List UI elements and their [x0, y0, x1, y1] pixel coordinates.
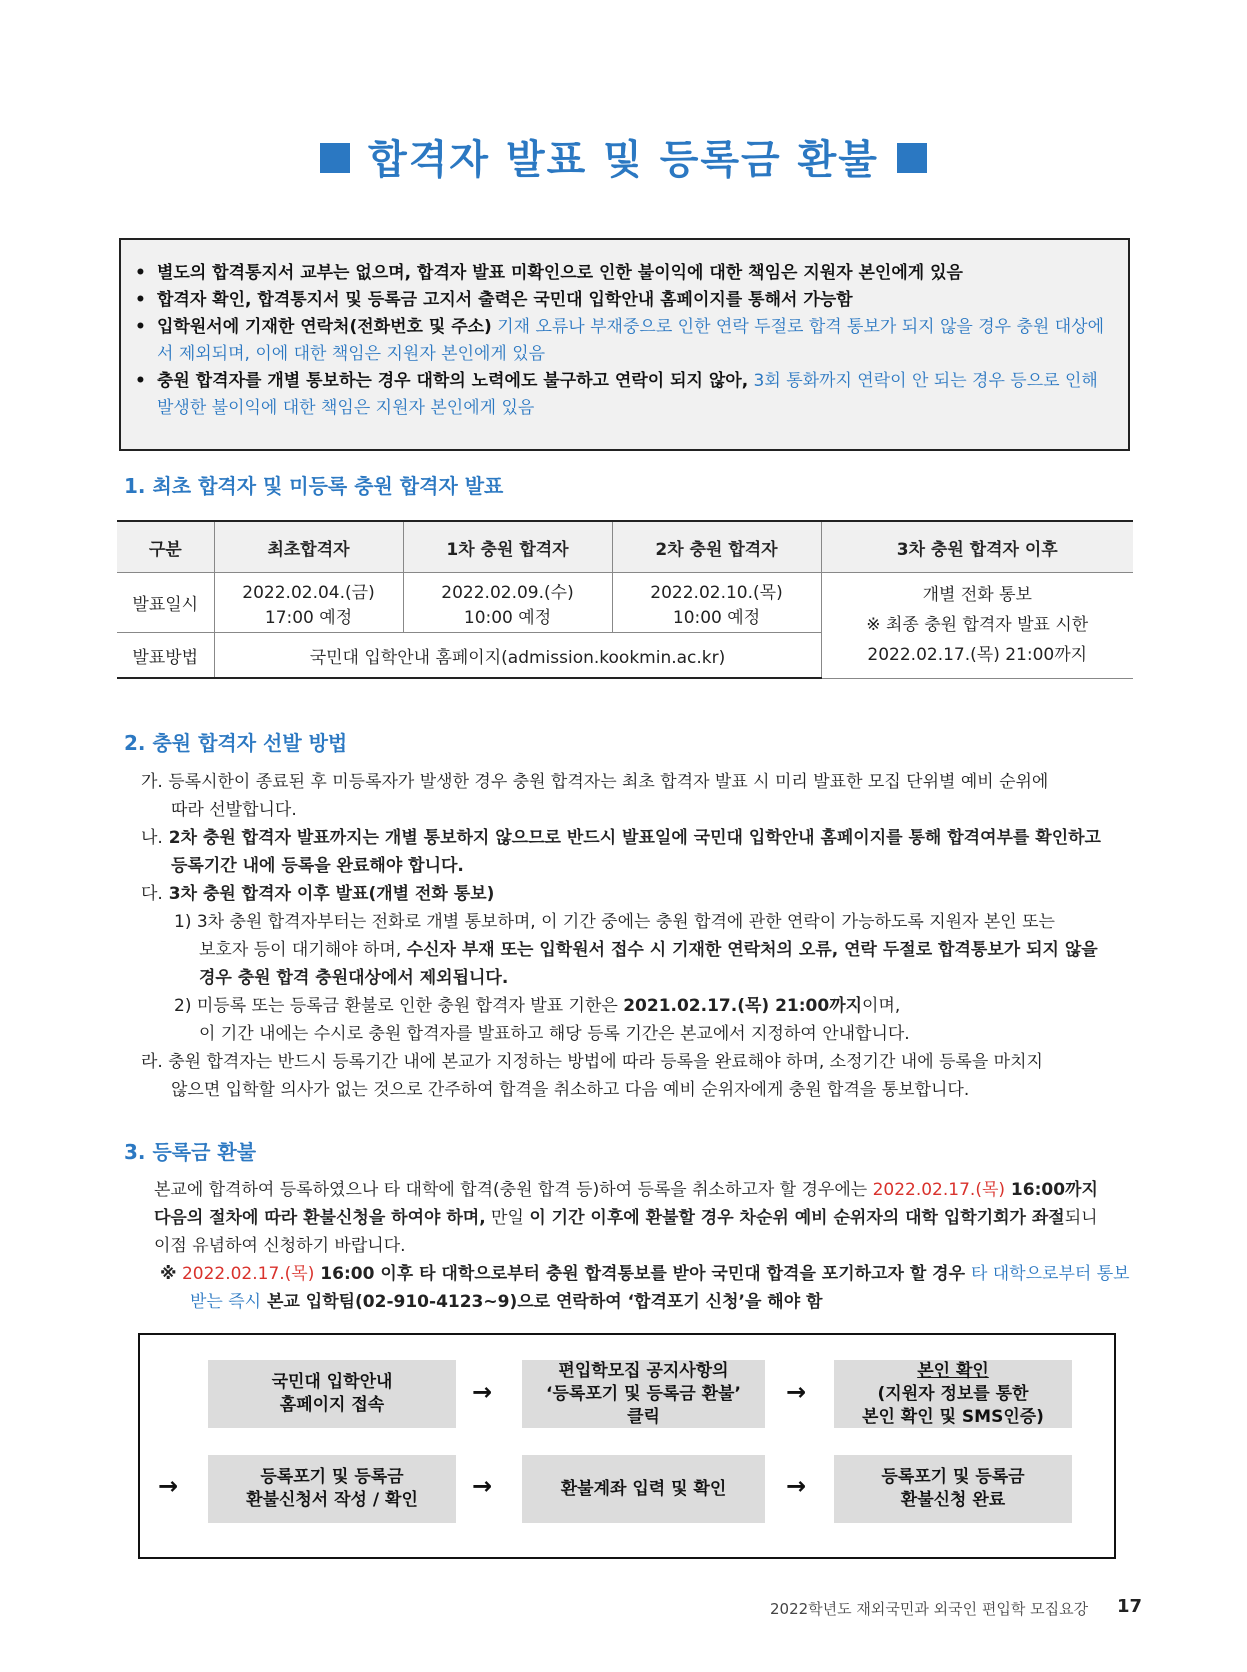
table-header: 1차 충원 합격자: [403, 521, 612, 573]
table-cell: 2022.02.04.(금) 17:00 예정: [214, 573, 403, 633]
arrow-right-icon: →: [158, 1472, 179, 1500]
flow-step-3: 본인 확인 (지원자 정보를 통한 본인 확인 및 SMS인증): [834, 1360, 1072, 1428]
notice-box: [119, 238, 1130, 451]
arrow-right-icon: →: [472, 1378, 493, 1406]
third-round-cell: 개별 전화 통보 ※ 최종 충원 합격자 발표 시한 2022.02.17.(목) 21:00까지: [821, 573, 1133, 679]
row-label: 발표일시: [117, 573, 214, 633]
flow-step-2: 편입학모집 공지사항의 ‘등록포기 및 등록금 환불’ 클릭: [522, 1360, 765, 1428]
table-header: 2차 충원 합격자: [612, 521, 821, 573]
table-cell: 2022.02.09.(수) 10:00 예정: [403, 573, 612, 633]
footer-text: 2022학년도 재외국민과 외국인 편입학 모집요강: [770, 1600, 1089, 1618]
section3-body: 본교에 합격하여 등록하였으나 타 대학에 합격(충원 합격 등)하여 등록을 취소하고자 할 경우에는 2022.02.17.(목) 16:00까지 다음의 절차에 따라 환불신청을 하여야 하며, 만일 이 기간 이후에 환불할 경우 차순위 예비 순위자의 대학 입학기회가 좌절되니 이점 유념하여 신청하기 바랍니다. ※ 2022.02.17.(목) 16:00 이후 타 대학으로부터 충원 합격통보를 받아 국민대 합격을 포기하고자 할 경우 타 대학으로부터 통보 받는 즉시 본교 입학팀(02-910-4123~9)으로 연락하여 ‘합격포기 신청’을 해야 함: [154, 1180, 1130, 1312]
table-header: 3차 충원 합격자 이후: [821, 521, 1133, 573]
refund-procedure-flow: [138, 1333, 1116, 1559]
arrow-right-icon: →: [786, 1378, 807, 1406]
table-cell: 2022.02.10.(목) 10:00 예정: [612, 573, 821, 633]
square-bullet-icon: [320, 143, 350, 173]
flow-step-6: 등록포기 및 등록금 환불신청 완료: [834, 1455, 1072, 1523]
table-header: 구분: [117, 521, 214, 573]
notice-bullet: • 합격자 확인, 합격통지서 및 등록금 고지서 출력은 국민대 입학안내 홈페이지를 통해서 가능함: [131, 287, 1118, 314]
flow-step-1: 국민대 입학안내 홈페이지 접속: [208, 1360, 456, 1428]
arrow-right-icon: →: [472, 1472, 493, 1500]
notice-bullet: • 별도의 합격통지서 교부는 없으며, 합격자 발표 미확인으로 인한 불이익에 대한 책임은 지원자 본인에게 있음: [131, 260, 1118, 287]
flow-step-5: 환불계좌 입력 및 확인: [522, 1455, 765, 1523]
table-header: 최초합격자: [214, 521, 403, 573]
announcement-table: [117, 520, 1133, 679]
page-number: 17: [1117, 1596, 1143, 1617]
table-cell: 국민대 입학안내 홈페이지(admission.kookmin.ac.kr): [214, 633, 821, 679]
row-label: 발표방법: [117, 633, 214, 679]
flow-step-4: 등록포기 및 등록금 환불신청서 작성 / 확인: [208, 1455, 456, 1523]
notice-bullet: • 충원 합격자를 개별 통보하는 경우 대학의 노력에도 불구하고 연락이 되지 않아, 3회 통화까지 연락이 안 되는 경우 등으로 인해 발생한 불이익에 대한 책임은 지원자 본인에게 있음: [131, 368, 1118, 422]
arrow-right-icon: →: [786, 1472, 807, 1500]
page-title: 합격자 발표 및 등록금 환불: [0, 128, 1247, 185]
section1-heading: 1. 최초 합격자 및 미등록 충원 합격자 발표: [124, 474, 504, 498]
section3-heading: 3. 등록금 환불: [124, 1140, 257, 1164]
section2-body: 가. 등록시한이 종료된 후 미등록자가 발생한 경우 충원 합격자는 최초 합격자 발표 시 미리 발표한 모집 단위별 예비 순위에 따라 선발합니다. 나. 2차 충원 합격자 발표까지는 개별 통보하지 않으므로 반드시 발표일에 국민대 입학안내 홈페이지를 통해 합격여부를 확인하고 등록기간 내에 등록을 완료해야 합니다. 다. 3차 충원 합격자 이후 발표(개별 전화 통보) 1) 3차 충원 합격자부터는 전화로 개별 통보하며, 이 기간 중에는 충원 합격에 관한 연락이 가능하도록 지원자 본인 또는 보호자 등이 대기해야 하며, 수신자 부재 또는 입학원서 접수 시 기재한 연락처의 오류, 연락 두절로 합격통보가 되지 않을 경우 충원 합격 충원대상에서 제외됩니다. 2) 미등록 또는 등록금 환불로 인한 충원 합격자 발표 기한은 2021.02.17.(목) 21:00까지이며, 이 기간 내에는 수시로 충원 합격자를 발표하고 해당 등록 기간은 본교에서 지정하여 안내합니다. 라. 충원 합격자는 반드시 등록기간 내에 본교가 지정하는 방법에 따라 등록을 완료해야 하며, 소정기간 내에 등록을 마치지 않으면 입학할 의사가 없는 것으로 간주하여 합격을 취소하고 다음 예비 순위자에게 충원 합격을 통보합니다.: [141, 772, 1101, 1100]
square-bullet-icon: [897, 143, 927, 173]
section2-heading: 2. 충원 합격자 선발 방법: [124, 731, 348, 755]
notice-bullet: • 입학원서에 기재한 연락처(전화번호 및 주소) 기재 오류나 부재중으로 인한 연락 두절로 합격 통보가 되지 않을 경우 충원 대상에서 제외되며, 이에 대한 책임은 지원자 본인에게 있음: [131, 314, 1118, 368]
